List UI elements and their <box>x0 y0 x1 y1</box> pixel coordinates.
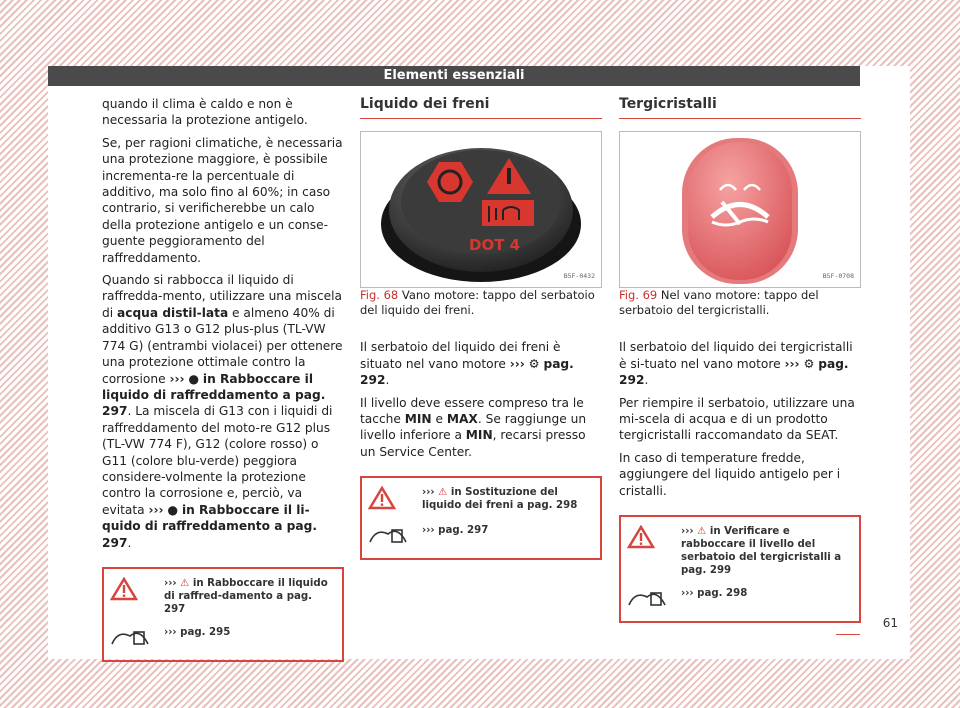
engine-compartment-icon: ⚙ <box>528 356 540 371</box>
chevron-icon: ››› <box>681 526 694 538</box>
note-box <box>102 567 344 662</box>
chevron-icon: ››› <box>681 588 694 600</box>
paragraph: In caso di temperature fredde, aggiungere del liquido antigelo per i cristalli. <box>619 450 841 498</box>
figure-washer-cap <box>619 131 861 288</box>
warning-small-icon: ⚠ <box>180 577 190 589</box>
figure-brake-cap <box>360 131 602 288</box>
chevron-icon: ››› <box>509 356 525 371</box>
note-box <box>360 476 602 560</box>
environment-note-icon <box>368 524 422 550</box>
figure-caption: Fig. 68 Vano motore: tappo del serbatoio del liquido dei freni. <box>360 288 595 317</box>
column-wipers <box>619 96 861 623</box>
chevron-icon: ››› <box>164 626 177 638</box>
min-mark: MIN <box>465 428 493 443</box>
brake-cap-illustration <box>361 132 601 285</box>
section-title: Liquido dei freni <box>360 96 602 119</box>
warning-small-icon: ⚠ <box>438 487 448 499</box>
figure-code: B5F-0432 <box>563 272 595 280</box>
cross-ref-link[interactable]: pag. 292 <box>360 356 574 388</box>
cross-ref-link[interactable]: in Rabboccare il liquido di raffred-damento a pag. 297 <box>164 577 328 615</box>
chevron-icon: ››› <box>784 356 800 371</box>
min-mark: MIN <box>404 412 432 427</box>
cross-ref-link[interactable]: pag. 297 <box>438 525 489 537</box>
note-box <box>619 515 861 623</box>
cross-ref-link[interactable]: pag. 292 <box>619 356 849 388</box>
cross-ref-link[interactable]: in Rabboccare il li-quido di raffreddamento a pag. 297 <box>102 502 317 550</box>
figure-caption: Fig. 69 Nel vano motore: tappo del serbatoio del tergicristalli. <box>619 288 819 317</box>
page-number-rule <box>836 634 860 635</box>
environment-note-icon <box>110 626 164 652</box>
engine-compartment-icon: ⚙ <box>803 356 815 371</box>
figure-code: B5F-0708 <box>822 272 854 280</box>
paragraph: Il livello deve essere compreso tra le tacche MIN e MAX. Se raggiunge un livello inferiore a MIN, recarsi presso un Service Center. <box>360 395 587 459</box>
chapter-header: Elementi essenziali <box>48 66 860 86</box>
column-coolant <box>102 96 344 662</box>
warning-small-icon: ⚠ <box>697 526 707 538</box>
cross-ref-link[interactable]: in Verificare e rabboccare il livello del serbatoio del tergicristalli a pag. 299 <box>681 526 842 577</box>
chevron-icon: ››› <box>148 502 164 517</box>
environment-note-icon <box>627 587 681 613</box>
page-number: 61 <box>882 616 898 630</box>
paragraph: Il serbatoio del liquido dei tergicristalli è si-tuato nel vano motore ››› ⚙ pag. 292. <box>619 340 853 388</box>
chevron-icon: ››› <box>169 371 185 386</box>
washer-cap-illustration <box>620 132 860 285</box>
cap-label: DOT 4 <box>469 236 521 255</box>
warning-icon <box>627 525 681 553</box>
paragraph: Il serbatoio del liquido dei freni è situato nel vano motore ››› ⚙ pag. 292. <box>360 340 574 388</box>
chevron-icon: ››› <box>164 577 177 589</box>
section-title: Tergicristalli <box>619 96 861 119</box>
max-mark: MAX <box>446 412 478 427</box>
cross-ref-link[interactable]: in Sostituzione del liquido dei freni a pag. 298 <box>422 487 578 512</box>
warning-icon <box>110 577 164 605</box>
cross-ref-link[interactable]: pag. 298 <box>697 588 748 600</box>
column-brake-fluid <box>360 96 602 560</box>
paragraph: Quando si rabbocca il liquido di raffredda-mento, utilizzare una miscela di acqua distil-lata e almeno 40% di additivo G13 o G12 plus-plus (TL-VW 774 G) (entrambi violacei) per ottenere una protezione ottimale contro la corrosione ››› ● in Rabboccare il liquido di raffreddamento a pag. 297. La miscela di G13 con i liquidi di raffreddamento del moto-re G12 plus (TL-VW 774 F), G12 (colore rosso) o G11 (colore blu-verde) peggiora considere-volmente la protezione contro la corrosione e, perciò, va evitata ››› ● in Rabboccare il li-quido di raffreddamento a pag. 297. <box>102 273 343 550</box>
cross-ref-link[interactable]: pag. 295 <box>180 626 231 638</box>
cross-ref-link[interactable]: in Rabboccare il liquido di raffreddamento a pag. 297 <box>102 371 326 419</box>
warning-icon <box>368 486 422 514</box>
warning-circle-icon: ● <box>167 502 179 517</box>
paragraph: Se, per ragioni climatiche, è necessaria una protezione maggiore, è possibile incrementa-re la percentuale di additivo, ma solo fino al 60%; in caso contrario, si verificherebbe un calo della protezione antigelo e un conse-guente peggioramento del raffreddamento. <box>102 135 343 265</box>
paragraph: Per riempire il serbatoio, utilizzare una mi-scela di acqua e di un prodotto tergicristalli raccomandato da SEAT. <box>619 395 855 443</box>
chevron-icon: ››› <box>422 487 435 499</box>
chevron-icon: ››› <box>422 525 435 537</box>
paragraph: quando il clima è caldo e non è necessaria la protezione antigelo. <box>102 97 308 128</box>
warning-circle-icon: ● <box>188 371 200 386</box>
